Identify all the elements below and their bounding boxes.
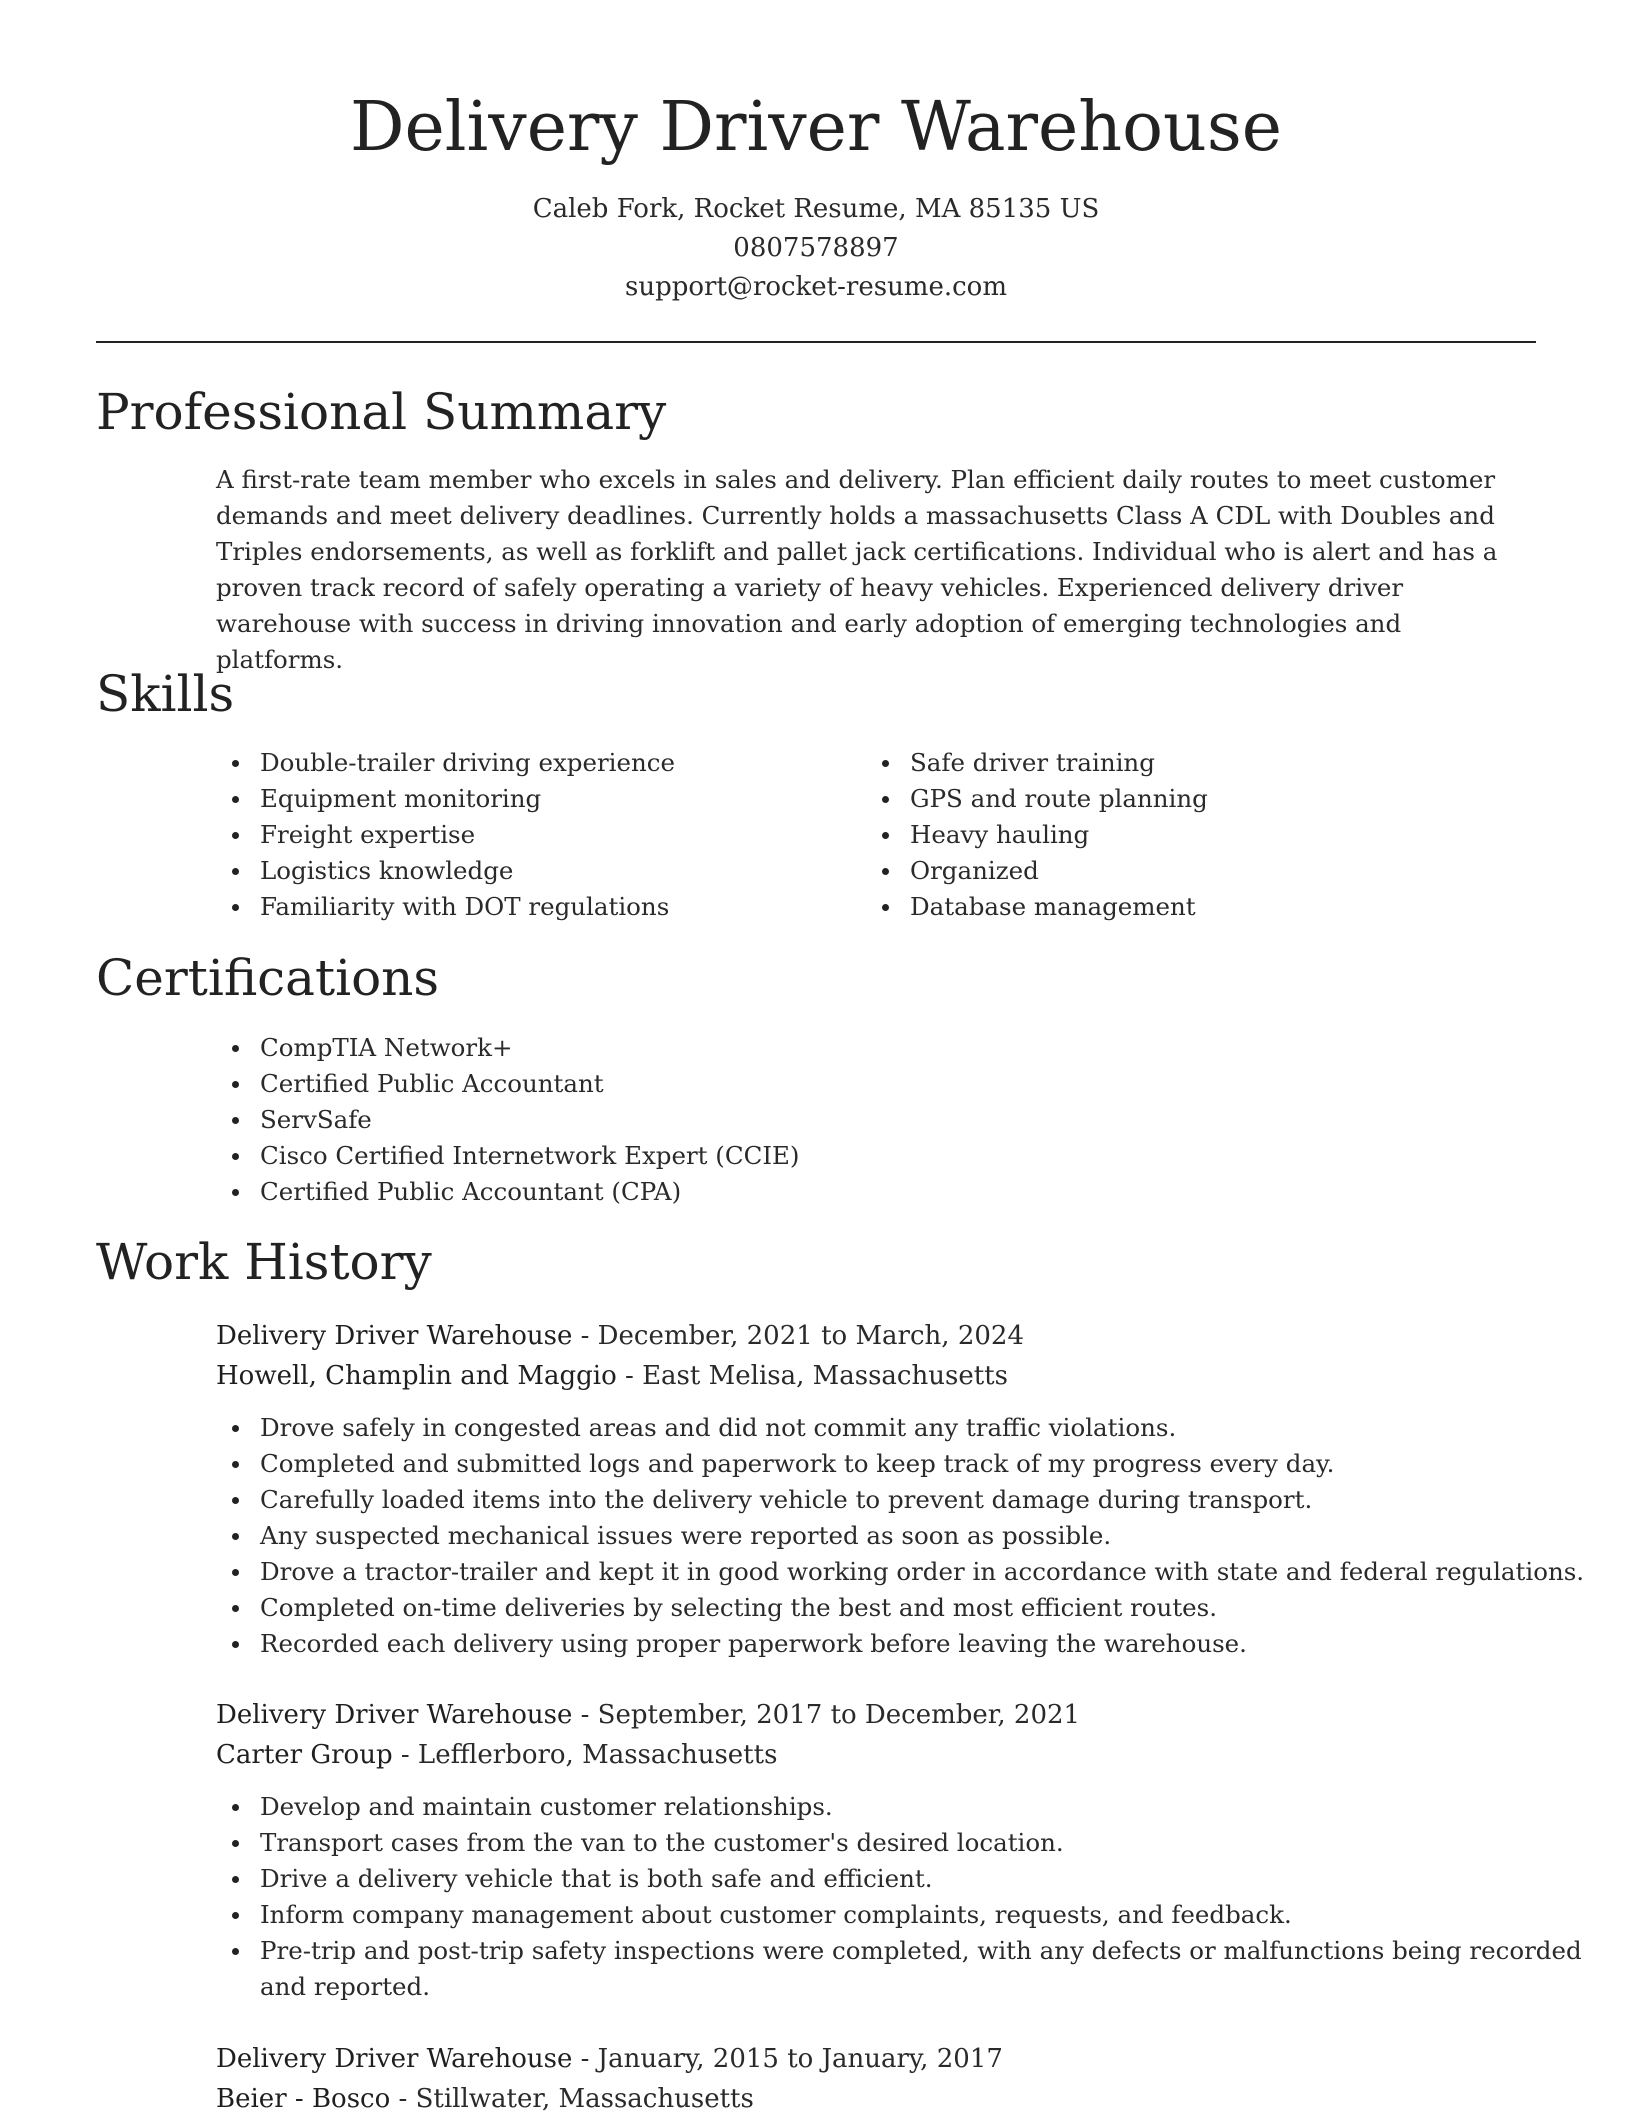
job-role: Delivery Driver Warehouse bbox=[216, 1700, 573, 1730]
list-item: Organized bbox=[910, 853, 1570, 889]
list-item: Carefully loaded items into the delivery vehicle to prevent damage during transport. bbox=[260, 1482, 1590, 1518]
list-item: Certified Public Accountant bbox=[260, 1066, 1560, 1102]
job-company: Howell, Champlin and Maggio bbox=[216, 1361, 617, 1391]
summary-heading: Professional Summary bbox=[96, 383, 667, 441]
job-location: Lefflerboro, Massachusetts bbox=[417, 1740, 778, 1770]
job-company: Carter Group bbox=[216, 1740, 393, 1770]
list-item: Database management bbox=[910, 889, 1570, 925]
list-item: ServSafe bbox=[260, 1102, 1560, 1138]
list-item: Double-trailer driving experience bbox=[260, 745, 860, 781]
work-history-heading: Work History bbox=[96, 1233, 432, 1291]
list-item: Transport cases from the van to the customer's desired location. bbox=[260, 1825, 1590, 1861]
resume-header bbox=[0, 0, 1632, 307]
certifications-heading: Certifications bbox=[96, 949, 440, 1007]
list-item: Drove safely in congested areas and did not commit any traffic violations. bbox=[260, 1410, 1590, 1446]
list-item: Equipment monitoring bbox=[260, 781, 860, 817]
list-item: Familiarity with DOT regulations bbox=[260, 889, 860, 925]
list-item: Heavy hauling bbox=[910, 817, 1570, 853]
skills-list-right bbox=[866, 745, 1570, 925]
separator: - bbox=[616, 1361, 643, 1391]
job-duties-list bbox=[216, 1789, 1590, 2005]
separator: - bbox=[390, 2084, 416, 2114]
contact-block bbox=[0, 190, 1632, 307]
job-company-line bbox=[216, 1735, 1536, 1775]
list-item: CompTIA Network+ bbox=[260, 1030, 1560, 1066]
job-dates: December, 2021 to March, 2024 bbox=[597, 1321, 1024, 1351]
list-item: Drive a delivery vehicle that is both safe and efficient. bbox=[260, 1861, 1590, 1897]
list-item: Safe driver training bbox=[910, 745, 1570, 781]
list-item: Drove a tractor-trailer and kept it in good working order in accordance with state and federal regulations. bbox=[260, 1554, 1590, 1590]
header-divider bbox=[96, 341, 1536, 343]
job-company: Beier - Bosco bbox=[216, 2084, 391, 2114]
contact-address: Caleb Fork, Rocket Resume, MA 85135 US bbox=[532, 194, 1100, 224]
job-title-line bbox=[216, 2039, 1536, 2079]
list-item: Pre-trip and post-trip safety inspections were completed, with any defects or malfunctions being recorded and reported. bbox=[260, 1933, 1590, 2005]
candidate-name: Delivery Driver Warehouse bbox=[350, 88, 1282, 167]
job-dates: January, 2015 to January, 2017 bbox=[597, 2044, 1003, 2074]
job-duties-list bbox=[216, 1410, 1590, 1662]
job-location: East Melisa, Massachusetts bbox=[642, 1361, 1008, 1391]
summary-text: A first-rate team member who excels in sales and delivery. Plan efficient daily routes to meet customer demands and meet delivery deadlines. Currently holds a massachusetts Class A CDL with Doubles and Triples endorsements, as well as forklift and pallet jack certifications. Individual who is alert and has a proven track record of safely operating a variety of heavy vehicles. Experienced delivery driver warehouse with success in driving innovation and early adoption of emerging technologies and platforms. bbox=[216, 465, 1498, 674]
job-title-line bbox=[216, 1316, 1536, 1356]
job-title-line bbox=[216, 1695, 1536, 1735]
list-item: Inform company management about customer complaints, requests, and feedback. bbox=[260, 1897, 1590, 1933]
job-location: Stillwater, Massachusetts bbox=[415, 2084, 754, 2114]
list-item: Certified Public Accountant (CPA) bbox=[260, 1174, 1560, 1210]
separator: - bbox=[572, 1700, 598, 1730]
skills-heading: Skills bbox=[96, 665, 235, 723]
job-company-line bbox=[216, 2079, 1536, 2119]
job-role: Delivery Driver Warehouse bbox=[216, 2044, 573, 2074]
job-role: Delivery Driver Warehouse bbox=[216, 1321, 573, 1351]
list-item: Logistics knowledge bbox=[260, 853, 860, 889]
contact-phone: 0807578897 bbox=[733, 233, 899, 263]
list-item: Completed and submitted logs and paperwork to keep track of my progress every day. bbox=[260, 1446, 1590, 1482]
job-dates: September, 2017 to December, 2021 bbox=[597, 1700, 1081, 1730]
list-item: Completed on-time deliveries by selecting the best and most efficient routes. bbox=[260, 1590, 1590, 1626]
separator: - bbox=[392, 1740, 418, 1770]
certifications-list bbox=[216, 1030, 1560, 1210]
contact-email: support@rocket-resume.com bbox=[624, 272, 1007, 302]
list-item: Freight expertise bbox=[260, 817, 860, 853]
separator: - bbox=[572, 1321, 598, 1351]
list-item: Cisco Certified Internetwork Expert (CCIE) bbox=[260, 1138, 1560, 1174]
list-item: Recorded each delivery using proper paperwork before leaving the warehouse. bbox=[260, 1626, 1590, 1662]
separator: - bbox=[572, 2044, 598, 2074]
job-company-line bbox=[216, 1356, 1536, 1396]
skills-list-left bbox=[216, 745, 860, 925]
list-item: Any suspected mechanical issues were reported as soon as possible. bbox=[260, 1518, 1590, 1554]
list-item: Develop and maintain customer relationships. bbox=[260, 1789, 1590, 1825]
list-item: GPS and route planning bbox=[910, 781, 1570, 817]
